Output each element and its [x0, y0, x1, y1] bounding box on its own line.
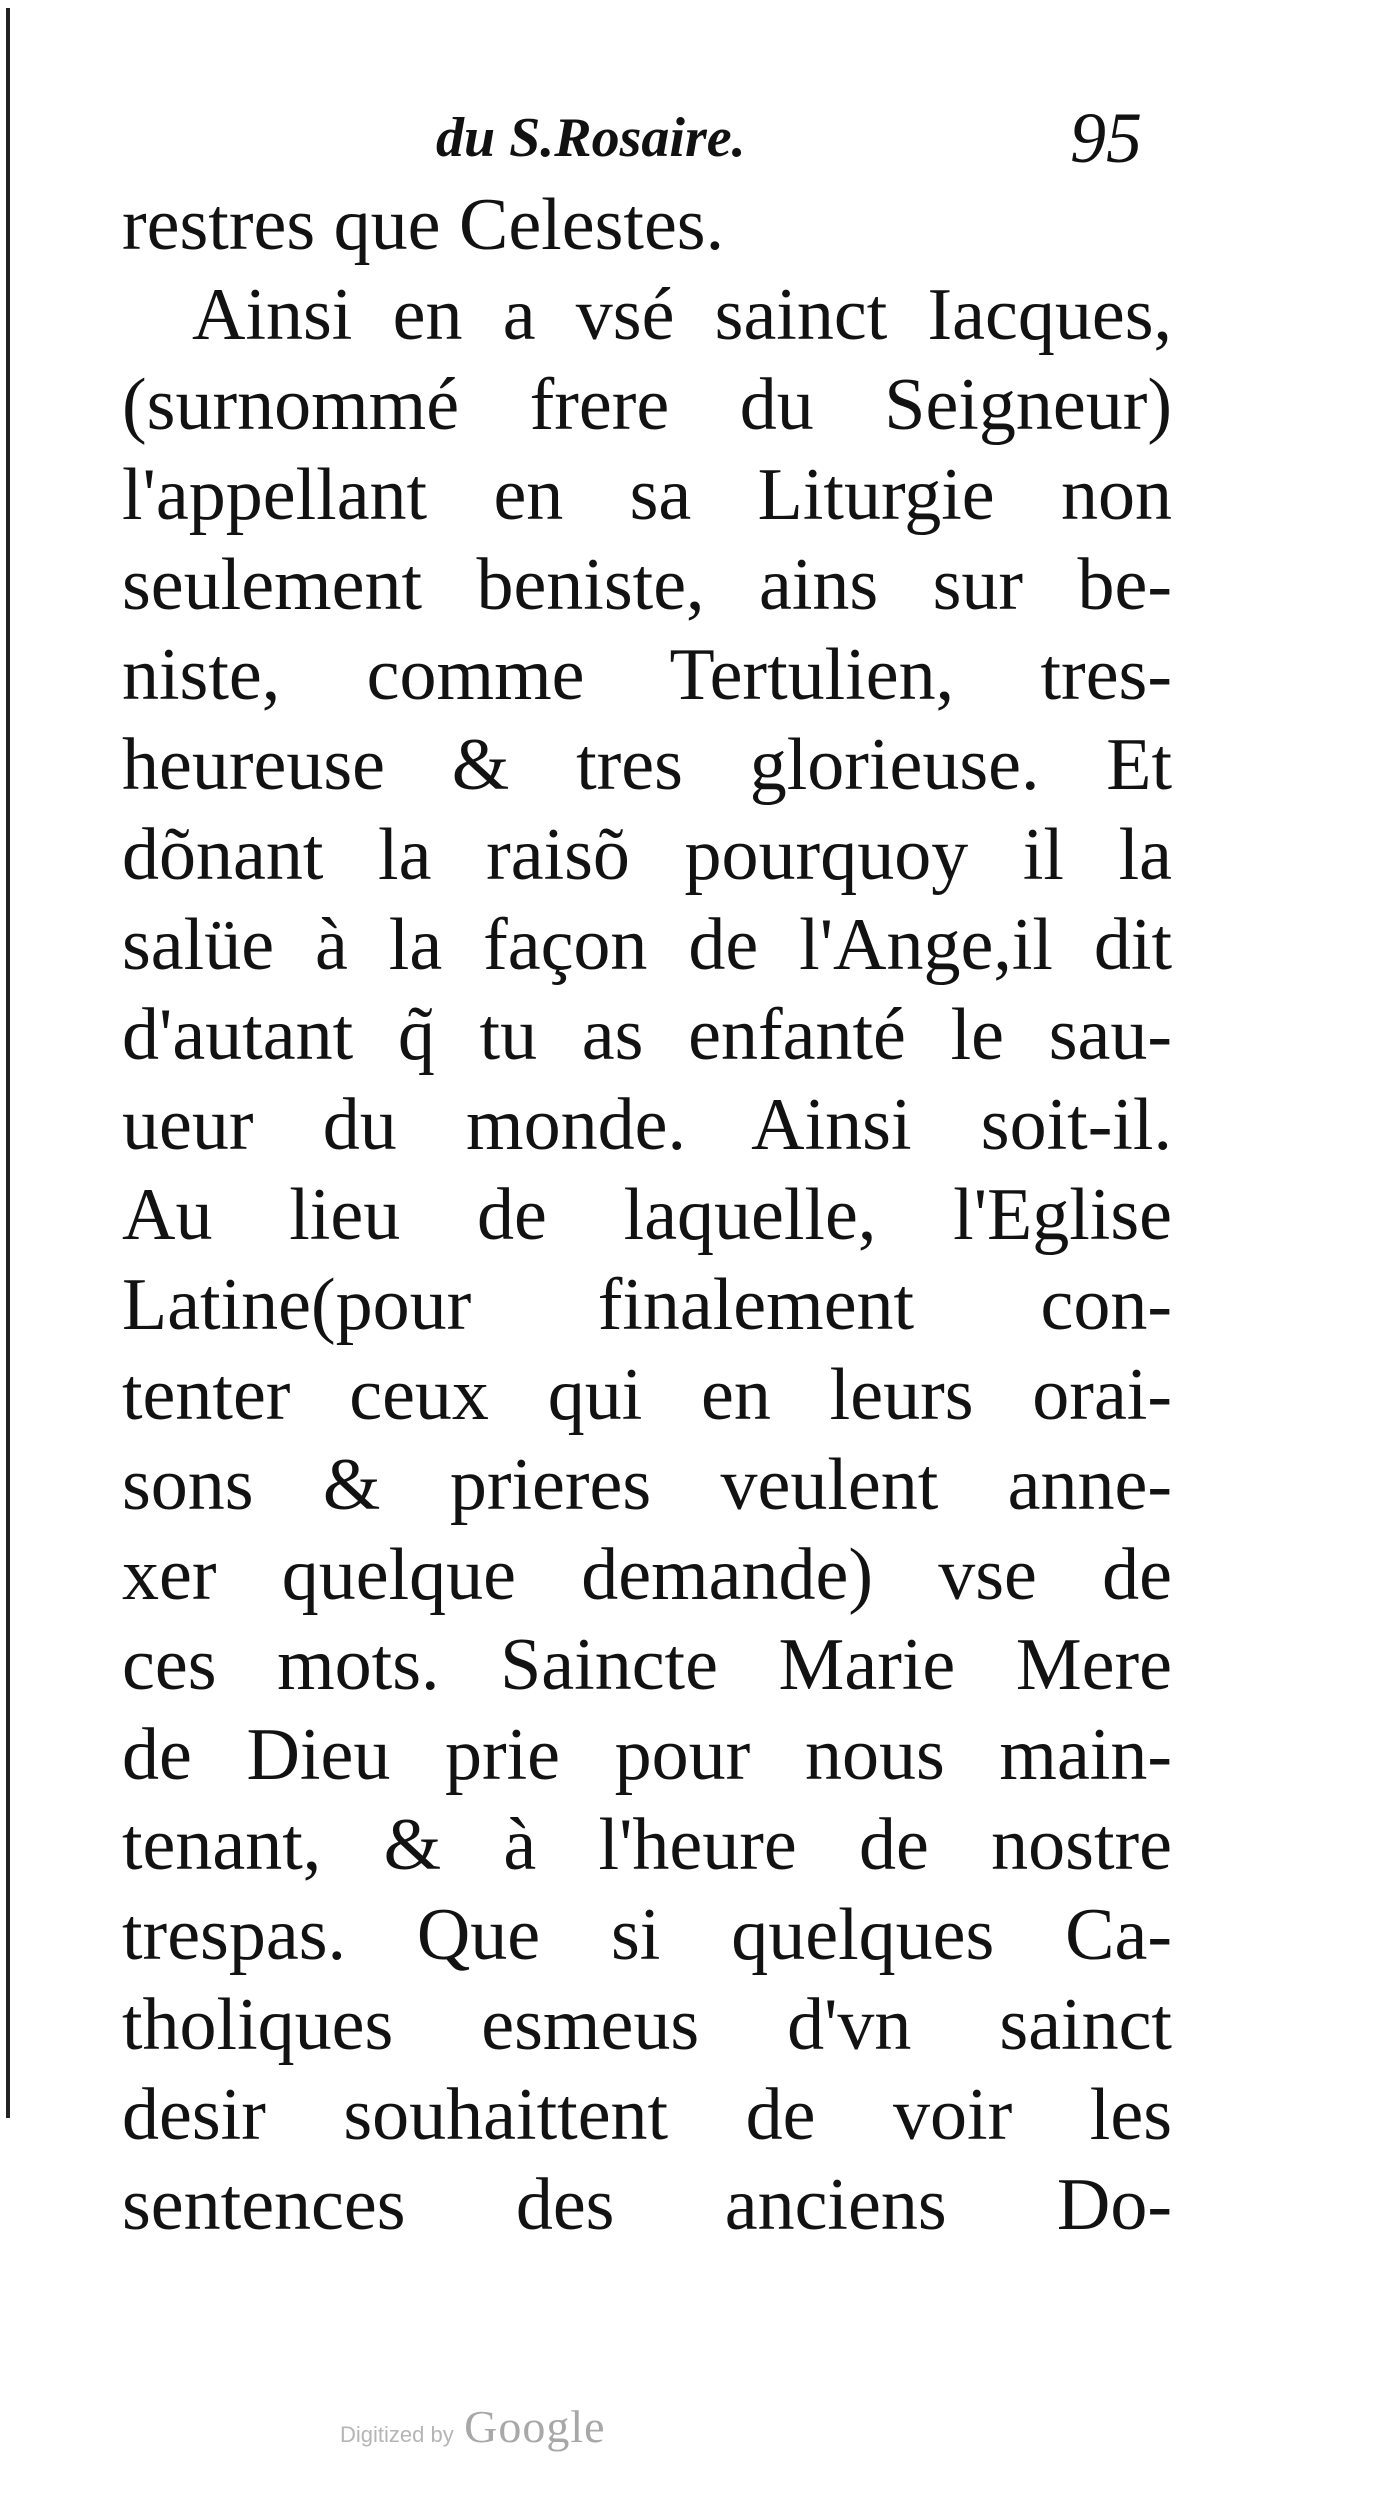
text-line: tholiques esmeus d'vn sainct: [122, 1984, 1172, 2066]
page-number: 95: [1070, 98, 1142, 178]
text-line: Au lieu de laquelle, l'Eglise: [122, 1174, 1172, 1256]
text-line: sons & prieres veulent anne-: [122, 1444, 1172, 1526]
text-line: sentences des anciens Do-: [122, 2164, 1172, 2246]
text-line: tenant, & à l'heure de nostre: [122, 1804, 1172, 1886]
page-edge-rule: [6, 8, 10, 2118]
text-line: heureuse & tres glorieuse. Et: [122, 724, 1172, 806]
text-line: Latine(pour finalement con-: [122, 1264, 1172, 1346]
text-line: dõnant la raisõ pourquoy il la: [122, 814, 1172, 896]
text-line: restres que Celestes.: [122, 184, 725, 266]
text-line: de Dieu prie pour nous main-: [122, 1714, 1172, 1796]
text-line: tenter ceux qui en leurs orai-: [122, 1354, 1172, 1436]
google-logo: Google: [464, 2401, 606, 2452]
text-line: xer quelque demande) vse de: [122, 1534, 1172, 1616]
digitized-label: Digitized by: [340, 2422, 454, 2447]
running-title: du S.Rosaire.: [436, 107, 746, 169]
text-line: Ainsi en a vsé sainct Iacques,: [192, 274, 1172, 356]
body-text: [122, 180, 1172, 2250]
text-line: l'appellant en sa Liturgie non: [122, 454, 1172, 536]
text-line: seulement beniste, ains sur be-: [122, 544, 1172, 626]
text-line: ueur du monde. Ainsi soit-il.: [122, 1084, 1172, 1166]
text-line: trespas. Que si quelques Ca-: [122, 1894, 1172, 1976]
text-line: desir souhaittent de voir les: [122, 2074, 1172, 2156]
digitized-by-credit: [340, 2400, 606, 2453]
text-line: d'autant q̃ tu as enfanté le sau-: [122, 994, 1172, 1076]
text-line: niste, comme Tertulien, tres-: [122, 634, 1172, 716]
text-line: salüe à la façon de l'Ange,il dit: [122, 904, 1172, 986]
text-line: ces mots. Saincte Marie Mere: [122, 1624, 1172, 1706]
text-line: (surnommé frere du Seigneur): [122, 364, 1172, 446]
